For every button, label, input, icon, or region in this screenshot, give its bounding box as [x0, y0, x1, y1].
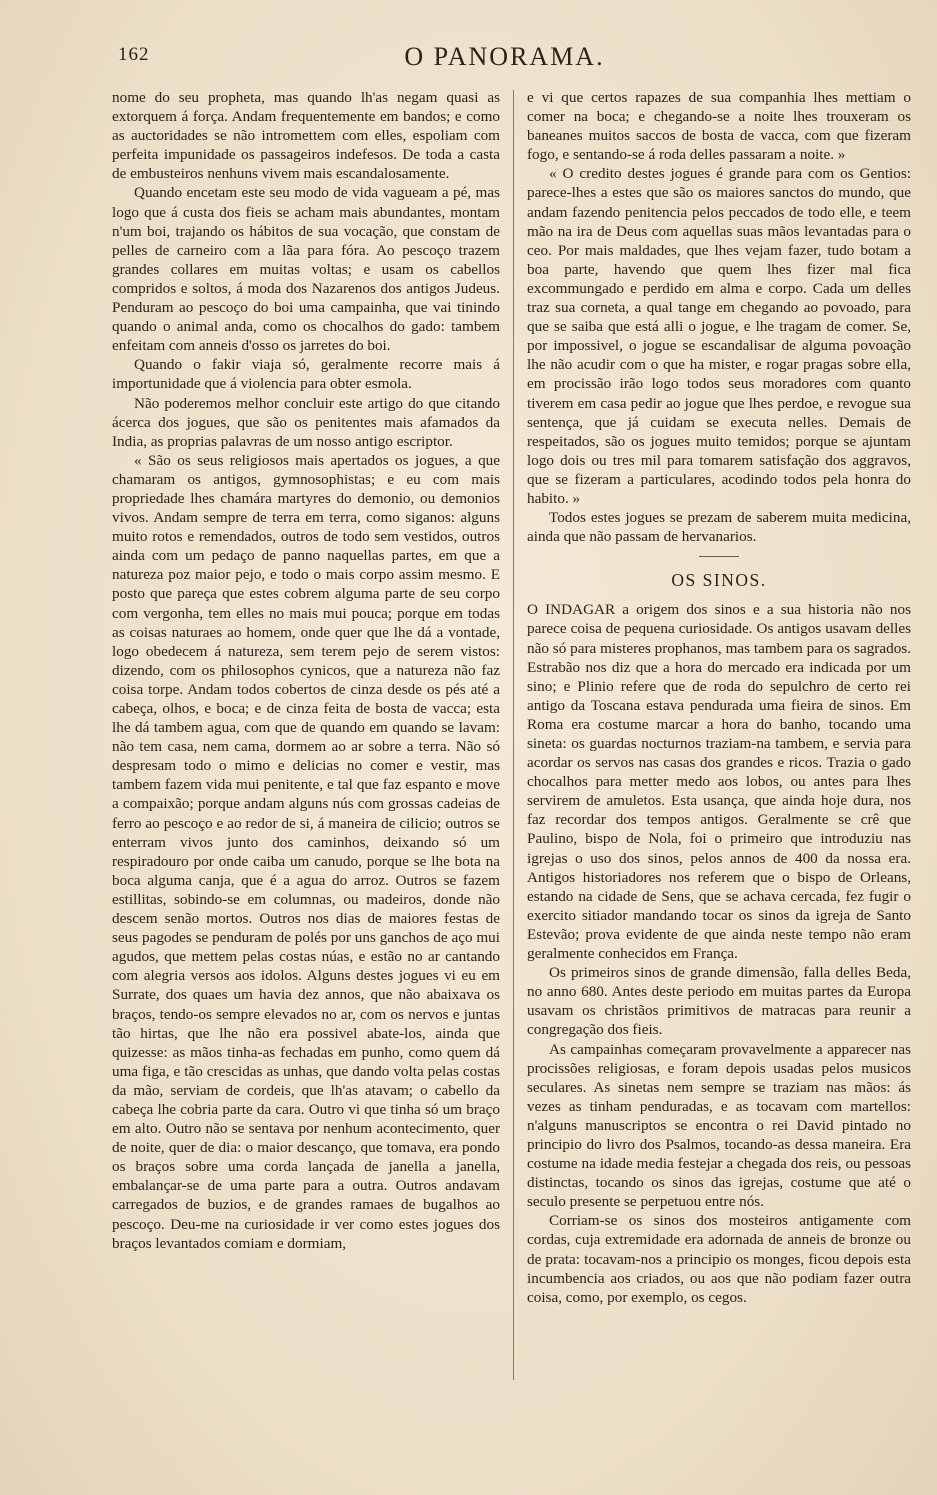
paragraph: Corriam-se os sinos dos mosteiros antigamente com cordas, cuja extremidade era adornada de anneis de bronze ou de prata: tocavam-nos a principio os monges, ficou depois esta incumbencia aos criados, ou aos que não podiam fazer outra coisa, como, por exemplo, os cegos.: [527, 1212, 911, 1306]
section-title: OS SINOS.: [671, 570, 767, 591]
paragraph: Quando o fakir viaja só, geralmente recorre mais á importunidade que á violencia para obter esmola.: [112, 356, 500, 393]
paragraph: O INDAGAR a origem dos sinos e a sua historia não nos parece coisa de pequena curiosidade. Os antigos usavam delles não só para misteres prophanos, mas tambem para os sagrados. Estrabão nos diz que a hora do mercado era indicada por um sino; e Plinio refere que de roda do sepulchro de certo rei antigo da Toscana estava pendurada uma fieira de sinos. Em Roma era costume marcar a hora do banho, tocando uma sineta: os guardas nocturnos traziam-na tambem, e servia para acordar os servos nas casas dos grandes e ricos. Trazia o gado chocalhos para metter medo aos lobos, ou antes para lhes servirem de amuletos. Esta usança, que ainda hoje dura, nos faz recordar dos tempos antigos. Geralmente se crê que Paulino, bispo de Nola, foi o primeiro que introduziu nas igrejas o uso dos sinos, pelos annos de 400 da nossa era. Antigos historiadores nos referem que o bispo de Orleans, estando na cidade de Sens, que se achava cercada, fez fugir o exercito sitiador mandando tocar os sinos da igreja de Santo Estevão; prova evidente de que ainda neste tempo não eram geralmente conhecidos em França.: [527, 601, 911, 963]
left-column: [112, 88, 500, 1253]
page-number: 162: [118, 44, 150, 65]
page-header: [112, 38, 897, 72]
paragraph: Todos estes jogues se prezam de saberem muita medicina, ainda que não passam de hervanarios.: [527, 509, 911, 546]
column-divider: [513, 90, 514, 1380]
paragraph: « São os seus religiosos mais apertados os jogues, a que chamaram os antigos, gymnosophistas; e eu com mais propriedade lhes chamára martyres do demonio, ou demonios vivos. Andam sempre de terra em terra, como siganos: alguns muito rotos e remendados, outros de todo sem vestidos, outros ainda com um pedaço de panno naquellas partes, em que a natureza poz maior pejo, e todo o mais corpo assim mesmo. E posto que pareça que estes cobrem alguma parte de seu corpo com vergonha, tem elles no mais mui pouca; porque em todas as coisas naturaes ao homem, onde quer que lhe dá a vontade, logo obedecem á natureza, sem terem pejo de serem vistos: dizendo, com os philosophos cynicos, que a natureza não faz coisa torpe. Andam todos cobertos de cinza desde os pés até a cabeça, olhos, e boca; e de cinza feita de bosta de vacca; esta lhe dá tambem agua, com que de quando em quando se lavam: não tem casa, nem cama, dormem ao ar sobre a terra. Não só despresam todo o mimo e delicias no comer e vestir, mas tambem fazem vida mui penitente, e tal que faz espanto e move a compaixão; porque andam alguns nús com grossas cadeias de ferro ao pescoço e ao redor de si, á maneira de cilicio; outros se enterram vivos junto dos caminhos, deixando só um respiradouro por onde caiba um canudo, porque se lhe bota na boca alguma canja, que é a agua do arroz. Outros se fazem estillitas, sobindo-se em columnas, ou madeiros, donde não descem senão mortos. Outros nos dias de maiores festas de seus pagodes se penduram de polés por uns ganchos de aço mui agudos, que mettem pelas costas núas, e estão no ar cantando com alegria versos aos idolos. Alguns destes jogues vi eu em Surrate, dos quaes um havia dez annos, que não abaixava os braços, tendo-os sempre elevados no ar, com os nervos e juntas tão hirtas, que lhe não era possivel abate-los, ainda que quizesse: as mãos tinha-as fechadas em punho, como quem dá uma figa, e tão crescidas as unhas, que dando volta pelas costas da mão, serviam de cordeis, que lh'as atavam; o cabello da cabeça lhe cobria parte da cara. Outro vi que tinha só um braço em alto. Outro não se sentava por nenhum acontecimento, quer de noite, quer de dia: o maior descanço, que tomava, era pondo os braços sobre uma corda lançada de janella a janella, embalançar-se de uma parte para a outra. Outros andavam carregados de buzios, e de grandes ramaes de bugalhos ao pescoço. Deu-me na curiosidade ir ver como estes jogues dos braços levantados comiam e dormiam,: [112, 451, 500, 1252]
paragraph: nome do seu propheta, mas quando lh'as negam quasi as extorquem á força. Andam frequentemente em bandos; e como as auctoridades se não intromettem com elles, espoliam com perfeita impunidade os passageiros indefesos. De toda a casta de embusteiros nenhuns vivem mais escandalosamente.: [112, 89, 500, 183]
paragraph: « O credito destes jogues é grande para com os Gentios: parece-lhes a estes que são os maiores sanctos do mundo, que andam fazendo penitencia pelos peccados de todo elle, e teem mão na ira de Deus com aquellas suas mãos levantadas para o ceo. Por mais maldades, que lhes vejam fazer, tudo botam a boa parte, havendo que quem lhes fizer mal fica excommungado e perdido em alma e corpo. Cada um delles traz sua corneta, a qual tange em chegando ao povoado, para que se saiba que está alli o jogue, e lhe tragam de comer. Se, por impossivel, o jogue se escandalisar de alguma povoação lhe não acudir com o que ha mister, e rogar pragas sobre ella, em procissão irão logo todos seus moradores com quanto tiverem em casa pedir ao jogue que lhes perdoe, e revogue sua sentença, que já cuidam se executa nelles. Demais de respeitados, são os jogues muito temidos; porque se ajuntam logo dois ou tres mil para tomarem satisfação dos aggravos, que se fizeram a particulares, acodindo todos pela honra do habito. »: [527, 165, 911, 507]
paragraph: e vi que certos rapazes de sua companhia lhes mettiam o comer na boca; e chegando-se a noite lhes trouxeram os baneanes muitos saccos de bosta de vacca, com que fizeram fogo, e sentando-se á roda delles passaram a noite. »: [527, 89, 911, 164]
right-column: [527, 88, 911, 1307]
section-separator: [699, 556, 739, 557]
paragraph: Não poderemos melhor concluir este artigo do que citando ácerca dos jogues, que são os penitentes mais afamados da India, as proprias palavras de um nosso antigo escriptor.: [112, 394, 500, 450]
paragraph: Quando encetam este seu modo de vida vagueam a pé, mas logo que á custa dos fieis se acham mais abundantes, montam n'um boi, trajando os hábitos de sua vocação, que constam de pelles de carneiro com a lãa para fóra. Ao pescoço trazem grandes collares em muitas voltas; e usam os cabellos compridos e soltos, á moda dos Nazarenos dos antigos Judeus. Penduram ao pescoço do boi uma campainha, que vai tinindo quando o animal anda, como os chocalhos do gado: tambem enfeitam com anneis d'osso os jarretes do boi.: [112, 184, 500, 355]
paragraph: Os primeiros sinos de grande dimensão, falla delles Beda, no anno 680. Antes deste periodo em muitas partes da Europa usavam os christãos primitivos de matracas para reunir a congregação dos fieis.: [527, 964, 911, 1039]
paragraph: As campainhas começaram provavelmente a apparecer nas procissões religiosas, e foram depois usadas pelos musicos seculares. As sinetas nem sempre se traziam nas mãos: ás vezes as tinham penduradas, e as tocavam com martellos: n'alguns manuscriptos se encontra o rei David pintado no principio do livro dos Psalmos, tocando-as dessa maneira. Era costume na idade media festejar a chegada dos reis, ou pessoas distinctas, tocando os sinos das igrejas, costume que até o seculo presente se perpetuou entre nós.: [527, 1040, 911, 1211]
running-title: O PANORAMA.: [404, 42, 605, 71]
